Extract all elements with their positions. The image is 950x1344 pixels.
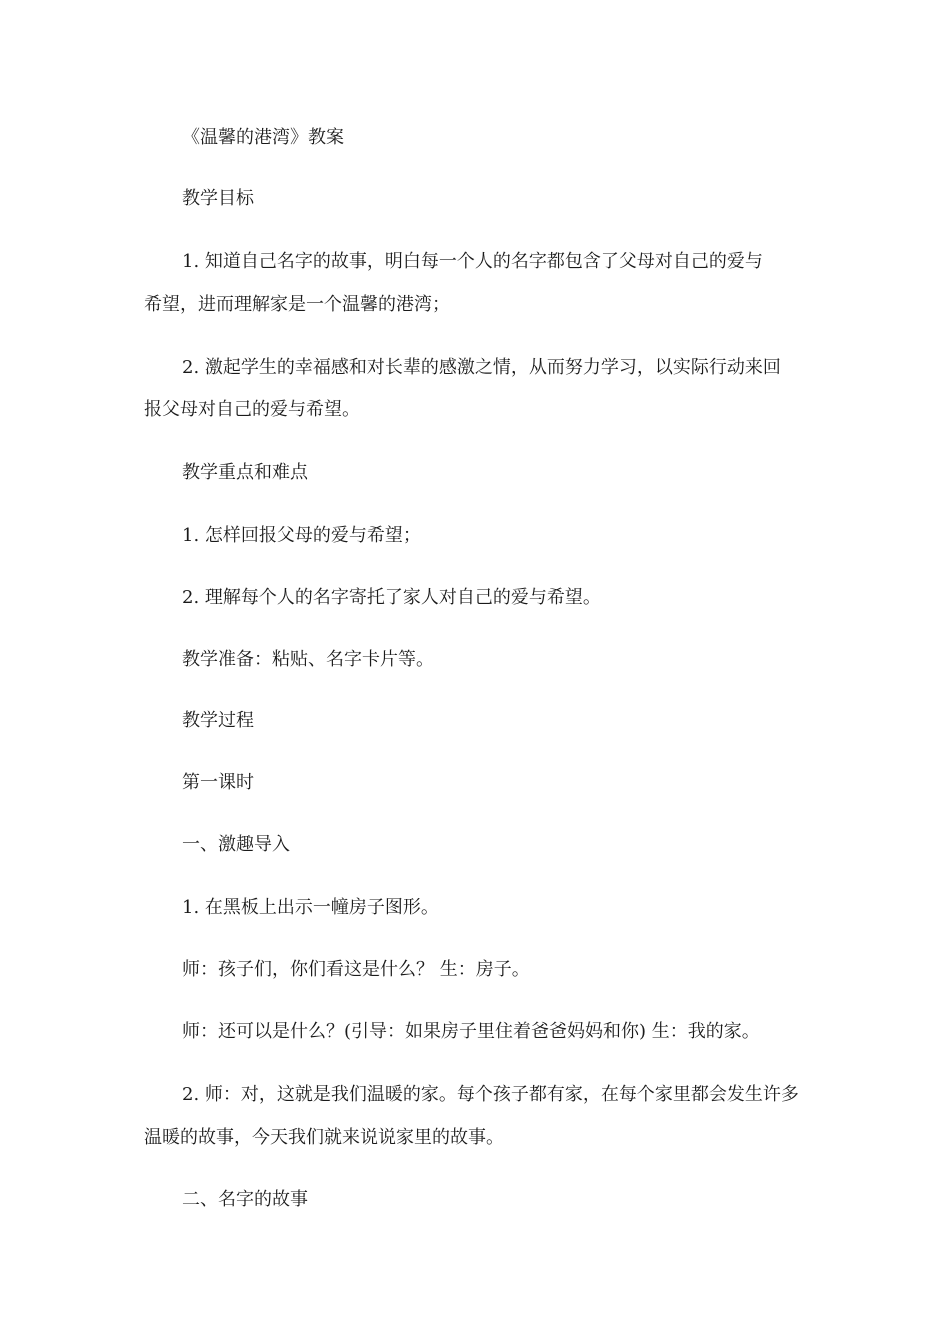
dialog-1: 师：孩子们，你们看这是什么？ 生：房子。 — [182, 959, 530, 980]
goal-1-line-1: 1. 知道自己名字的故事，明白每一个人的名字都包含了父母对自己的爱与 — [182, 251, 763, 272]
heading-teaching-process: 教学过程 — [182, 710, 254, 731]
dialog-2: 师：还可以是什么？(引导：如果房子里住着爸爸妈妈和你) 生：我的家。 — [182, 1021, 760, 1042]
heading-key-points: 教学重点和难点 — [182, 462, 308, 483]
goal-2-line-1: 2. 激起学生的幸福感和对长辈的感激之情，从而努力学习，以实际行动来回 — [182, 357, 781, 378]
key-point-2: 2. 理解每个人的名字寄托了家人对自己的爱与希望。 — [182, 587, 601, 608]
key-point-1: 1. 怎样回报父母的爱与希望； — [182, 525, 421, 546]
part-2-heading: 二、名字的故事 — [182, 1189, 308, 1210]
step-2-line-1: 2. 师：对，这就是我们温暖的家。每个孩子都有家，在每个家里都会发生许多 — [182, 1084, 799, 1105]
goal-2-line-2: 报父母对自己的爱与希望。 — [144, 399, 360, 420]
heading-teaching-goals: 教学目标 — [182, 188, 254, 209]
step-1: 1. 在黑板上出示一幢房子图形。 — [182, 897, 439, 918]
goal-1-line-2: 希望，进而理解家是一个温馨的港湾； — [144, 294, 450, 315]
document-title: 《温馨的港湾》教案 — [182, 127, 344, 148]
lesson-label: 第一课时 — [182, 772, 254, 793]
teaching-preparation: 教学准备：粘贴、名字卡片等。 — [182, 649, 434, 670]
step-2-line-2: 温暖的故事，今天我们就来说说家里的故事。 — [144, 1127, 504, 1148]
part-1-heading: 一、激趣导入 — [182, 834, 290, 855]
